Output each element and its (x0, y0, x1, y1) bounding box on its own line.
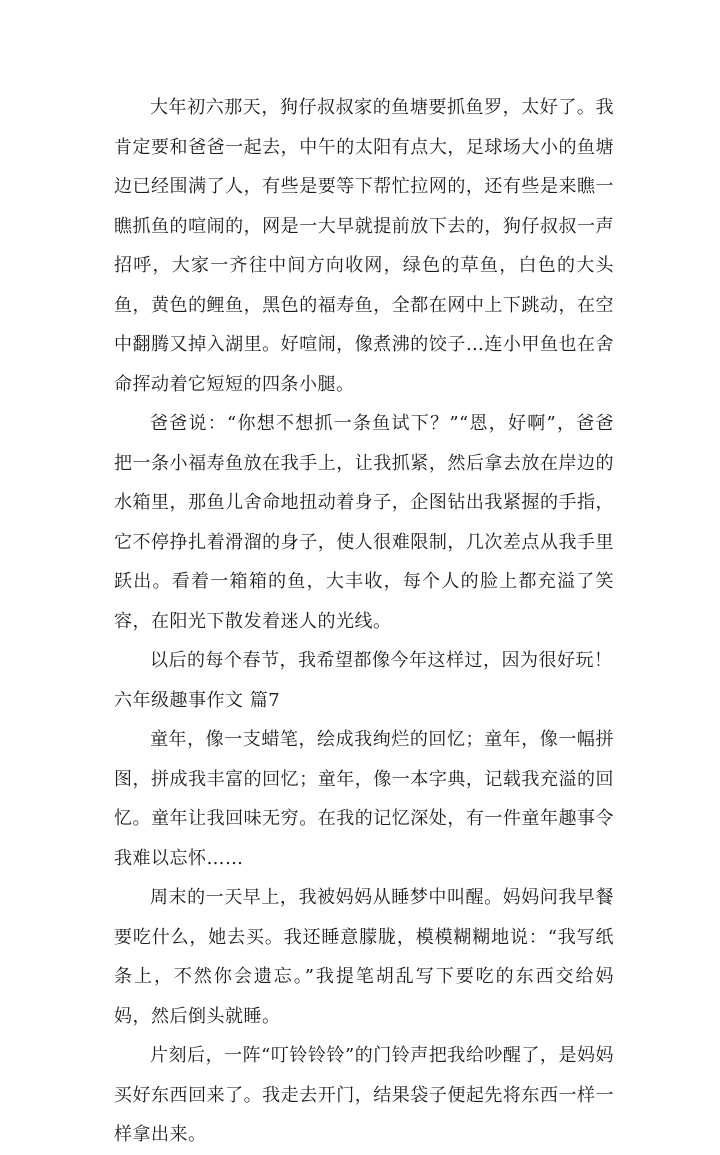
paragraph-weekend-morning: 周末的一天早上，我被妈妈从睡梦中叫醒。妈妈问我早餐要吃什么，她去买。我还睡意朦胧，模模糊糊地说：“我写纸条上，不然你会遗忘。”我提笔胡乱写下要吃的东西交给妈妈，然后倒头就睡。 (114, 887, 614, 1027)
paragraph-father-fish: 爸爸说：“你想不想抓一条鱼试下？”“恩，好啊”，爸爸把一条小福寿鱼放在我手上，让我抓紧，然后拿去放在岸边的水箱里，那鱼儿舍命地扭动着身子，企图钻出我紧握的手指，它不停挣扎着滑溜的身子，使人很难限制，几次差点从我手里跃出。看着一箱箱的鱼，大丰收，每个人的脸上都充溢了笑容，在阳光下散发着迷人的光线。 (114, 413, 614, 632)
document-body (114, 88, 614, 1155)
section-heading: 六年级趣事作文 篇7 (114, 689, 281, 711)
paragraph-doorbell: 片刻后，一阵“叮铃铃铃”的门铃声把我给吵醒了，是妈妈买好东西回来了。我走去开门，结果袋子便起先将东西一样一样拿出来。 (114, 1045, 614, 1145)
paragraph-childhood-intro: 童年，像一支蜡笔，绘成我绚烂的回忆；童年，像一幅拼图，拼成我丰富的回忆；童年，像一本字典，记载我充溢的回忆。童年让我回味无穷。在我的记忆深处，有一件童年趣事令我难以忘怀…… (114, 729, 614, 869)
paragraph-spring-festival-wish: 以后的每个春节，我希望都像今年这样过，因为很好玩！ (150, 650, 613, 671)
paragraph-fish-pond: 大年初六那天，狗仔叔叔家的鱼塘要抓鱼罗，太好了。我肯定要和爸爸一起去，中午的太阳有点大，足球场大小的鱼塘边已经围满了人，有些是要等下帮忙拉网的，还有些是来瞧一瞧抓鱼的喧闹的，网是一大早就提前放下去的，狗仔叔叔一声招呼，大家一齐往中间方向收网，绿色的草鱼，白色的大头鱼，黄色的鲤鱼，黑色的福寿鱼，全都在网中上下跳动，在空中翻腾又掉入湖里。好喧闹，像煮沸的饺子…连小甲鱼也在舍命挥动着它短短的四条小腿。 (114, 97, 614, 395)
